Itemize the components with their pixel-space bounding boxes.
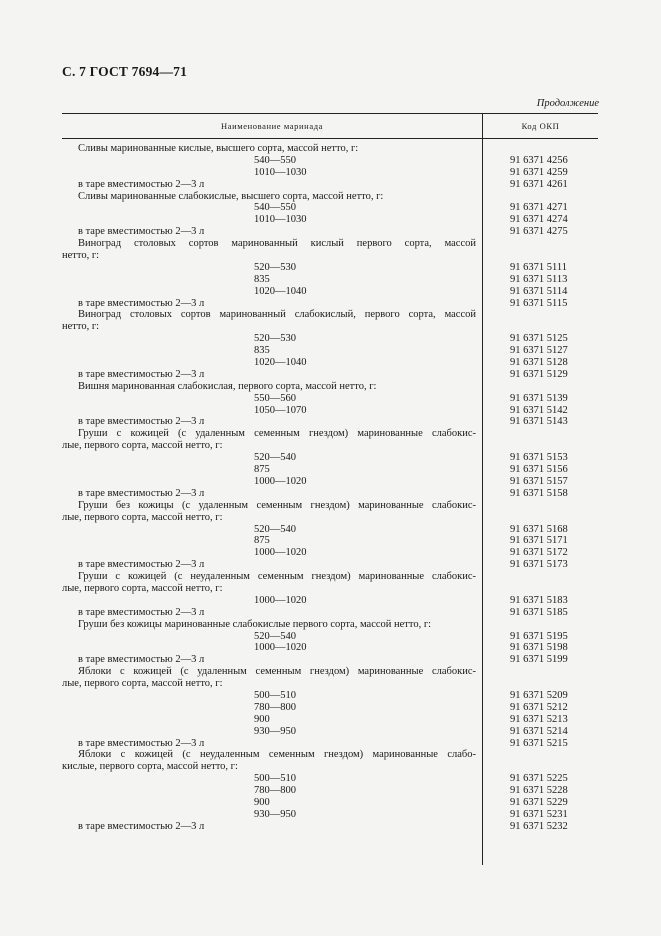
row-okp-code: 91 6371 4275 (510, 226, 568, 238)
table-row (62, 214, 598, 226)
table-row (62, 821, 598, 833)
table-row (62, 250, 598, 262)
table-row (62, 547, 598, 559)
row-okp-code (482, 571, 598, 583)
table-row (62, 286, 598, 298)
row-okp-code: 91 6371 5158 (510, 487, 568, 499)
table-row (62, 202, 598, 214)
row-okp-code (482, 309, 598, 321)
row-description: 520—540 (254, 452, 296, 464)
table-row (62, 595, 598, 607)
row-description: 900 (254, 713, 270, 725)
table-row (62, 631, 598, 643)
table-row (62, 321, 598, 333)
row-okp-code: 91 6371 5156 (510, 464, 568, 476)
table-row (62, 500, 598, 512)
row-description: Груши без кожицы (с удаленным семенным гнездом) маринованные слабокис- (78, 499, 476, 511)
row-okp-code: 91 6371 5115 (510, 297, 568, 309)
row-description: 1020—1040 (254, 285, 307, 297)
table-row (62, 642, 598, 654)
row-okp-code (482, 678, 598, 690)
table-row (62, 226, 598, 238)
row-description: лые, первого сорта, массой нетто, г: (62, 582, 223, 594)
table-row (62, 179, 598, 191)
row-description: в таре вместимостью 2—3 л (78, 820, 205, 832)
page-title: С. 7 ГОСТ 7694—71 (62, 64, 188, 79)
table-row (62, 476, 598, 488)
table-row (62, 357, 598, 369)
column-header-name: Наименование маринада (62, 114, 483, 138)
table-row (62, 167, 598, 179)
row-okp-code (482, 191, 598, 203)
row-description: нетто, г: (62, 250, 100, 262)
table-row (62, 393, 598, 405)
row-description: 1000—1020 (254, 642, 307, 654)
table-row (62, 381, 598, 393)
table-row (62, 690, 598, 702)
row-description: 520—530 (254, 333, 296, 345)
row-okp-code: 91 6371 5171 (510, 535, 568, 547)
row-okp-code: 91 6371 5139 (510, 392, 568, 404)
row-description: Яблоки с кожицей (с удаленным семенным гнездом) маринованные слабокис- (78, 666, 476, 678)
row-description: в таре вместимостью 2—3 л (78, 654, 205, 666)
table-row (62, 524, 598, 536)
row-okp-code: 91 6371 5128 (510, 357, 568, 369)
row-description: Виноград столовых сортов маринованный слабокислый, первого сорта, массой (78, 309, 476, 321)
table-row (62, 416, 598, 428)
column-header-code: Код ОКП (521, 121, 560, 131)
row-description: Груши с кожицей (с неудаленным семенным гнездом) маринованные слабокис- (78, 571, 476, 583)
row-okp-code (482, 512, 598, 524)
table-row (62, 583, 598, 595)
row-okp-code: 91 6371 5173 (510, 559, 568, 571)
table-header (62, 113, 598, 139)
row-okp-code: 91 6371 5228 (510, 785, 568, 797)
row-description: лые, первого сорта, массой нетто, г: (62, 678, 223, 690)
table-row (62, 785, 598, 797)
row-okp-code: 91 6371 5185 (510, 606, 568, 618)
row-okp-code (482, 619, 598, 631)
table-row (62, 298, 598, 310)
table-row (62, 619, 598, 631)
row-description: нетто, г: (62, 321, 100, 333)
row-okp-code (482, 440, 598, 452)
row-description: в таре вместимостью 2—3 л (78, 737, 205, 749)
row-okp-code (482, 583, 598, 595)
row-description: 780—800 (254, 701, 296, 713)
table-row (62, 488, 598, 500)
table-row (62, 512, 598, 524)
row-description: 500—510 (254, 773, 296, 785)
row-description: в таре вместимостью 2—3 л (78, 487, 205, 499)
row-description: 930—950 (254, 808, 296, 820)
row-okp-code (482, 250, 598, 262)
row-okp-code: 91 6371 5183 (510, 594, 568, 606)
row-description: 780—800 (254, 785, 296, 797)
row-description: 1010—1030 (254, 166, 307, 178)
row-description: Груши с кожицей (с удаленным семенным гнездом) маринованные слабокис- (78, 428, 476, 440)
row-okp-code: 91 6371 5142 (510, 404, 568, 416)
row-description: лые, первого сорта, массой нетто, г: (62, 511, 223, 523)
row-okp-code: 91 6371 5111 (510, 261, 567, 273)
row-okp-code (482, 381, 598, 393)
continuation-label: Продолжение (536, 98, 599, 109)
table-row (62, 369, 598, 381)
table-row (62, 773, 598, 785)
table-row (62, 666, 598, 678)
row-description: в таре вместимостью 2—3 л (78, 297, 205, 309)
table-row (62, 440, 598, 452)
row-okp-code (482, 238, 598, 250)
row-okp-code (482, 666, 598, 678)
row-okp-code: 91 6371 5229 (510, 796, 568, 808)
row-okp-code: 91 6371 5195 (510, 630, 568, 642)
table-row (62, 654, 598, 666)
product-code-table (62, 113, 598, 833)
table-row (62, 464, 598, 476)
row-description: 540—550 (254, 202, 296, 214)
row-description: 520—540 (254, 630, 296, 642)
table-row (62, 678, 598, 690)
row-okp-code: 91 6371 5209 (510, 689, 568, 701)
row-okp-code: 91 6371 5127 (510, 345, 568, 357)
row-description: Вишня маринованная слабокислая, первого сорта, массой нетто, г: (78, 380, 377, 392)
row-okp-code (482, 321, 598, 333)
row-okp-code: 91 6371 5232 (510, 820, 568, 832)
row-description: в таре вместимостью 2—3 л (78, 226, 205, 238)
row-okp-code: 91 6371 5153 (510, 452, 568, 464)
row-description: 520—530 (254, 261, 296, 273)
row-description: в таре вместимостью 2—3 л (78, 606, 205, 618)
row-description: лые, первого сорта, массой нетто, г: (62, 440, 223, 452)
row-okp-code: 91 6371 5143 (510, 416, 568, 428)
row-description: 550—560 (254, 392, 296, 404)
table-row (62, 809, 598, 821)
row-okp-code: 91 6371 4271 (510, 202, 568, 214)
row-okp-code (482, 749, 598, 761)
row-okp-code: 91 6371 4259 (510, 166, 568, 178)
row-okp-code: 91 6371 5214 (510, 725, 568, 737)
row-okp-code: 91 6371 5215 (510, 737, 568, 749)
row-okp-code (482, 428, 598, 440)
table-row (62, 714, 598, 726)
row-description: 835 (254, 345, 270, 357)
table-row (62, 571, 598, 583)
row-okp-code (482, 500, 598, 512)
row-okp-code (482, 143, 598, 155)
table-row (62, 797, 598, 809)
table-row (62, 191, 598, 203)
row-okp-code: 91 6371 5113 (510, 273, 568, 285)
row-description: 540—550 (254, 154, 296, 166)
row-description: Яблоки с кожицей (с неудаленным семенным гнездом) маринованные слабо- (78, 749, 476, 761)
row-description: 1000—1020 (254, 594, 307, 606)
table-row (62, 274, 598, 286)
row-description: в таре вместимостью 2—3 л (78, 416, 205, 428)
table-row (62, 749, 598, 761)
row-okp-code: 91 6371 5157 (510, 475, 568, 487)
table-row (62, 309, 598, 321)
row-description: 1000—1020 (254, 475, 307, 487)
table-row (62, 738, 598, 750)
column-divider (482, 139, 483, 865)
row-description: 520—540 (254, 523, 296, 535)
row-description: кислые, первого сорта, массой нетто, г: (62, 761, 238, 773)
table-row (62, 345, 598, 357)
row-okp-code: 91 6371 5213 (510, 713, 568, 725)
row-description: 1010—1030 (254, 214, 307, 226)
row-description: 930—950 (254, 725, 296, 737)
row-okp-code: 91 6371 5172 (510, 547, 568, 559)
row-okp-code: 91 6371 4274 (510, 214, 568, 226)
row-okp-code (482, 761, 598, 773)
row-description: 1050—1070 (254, 404, 307, 416)
row-okp-code: 91 6371 5129 (510, 368, 568, 380)
row-description: в таре вместимостью 2—3 л (78, 178, 205, 190)
row-description: в таре вместимостью 2—3 л (78, 368, 205, 380)
table-row (62, 155, 598, 167)
row-description: 835 (254, 273, 270, 285)
row-okp-code: 91 6371 4256 (510, 154, 568, 166)
row-okp-code: 91 6371 5225 (510, 773, 568, 785)
row-okp-code: 91 6371 5114 (510, 285, 568, 297)
row-okp-code: 91 6371 5231 (510, 808, 568, 820)
table-body (62, 139, 598, 833)
row-okp-code: 91 6371 5125 (510, 333, 568, 345)
row-okp-code: 91 6371 5198 (510, 642, 568, 654)
row-description: Сливы маринованные кислые, высшего сорта, массой нетто, г: (78, 143, 359, 154)
table-row (62, 452, 598, 464)
row-description: Сливы маринованные слабокислые, высшего сорта, массой нетто, г: (78, 190, 384, 202)
table-row (62, 702, 598, 714)
table-row (62, 559, 598, 571)
table-row (62, 428, 598, 440)
row-okp-code: 91 6371 4261 (510, 178, 568, 190)
table-row (62, 607, 598, 619)
row-description: в таре вместимостью 2—3 л (78, 559, 205, 571)
row-description: 900 (254, 796, 270, 808)
row-description: Груши без кожицы маринованные слабокислые первого сорта, массой нетто, г: (78, 618, 432, 630)
row-description: 875 (254, 535, 270, 547)
row-description: 500—510 (254, 689, 296, 701)
table-row (62, 761, 598, 773)
table-row (62, 262, 598, 274)
row-description: 1000—1020 (254, 547, 307, 559)
row-okp-code: 91 6371 5212 (510, 701, 568, 713)
table-row (62, 535, 598, 547)
row-okp-code: 91 6371 5199 (510, 654, 568, 666)
table-row (62, 405, 598, 417)
table-row (62, 726, 598, 738)
table-row (62, 333, 598, 345)
row-description: 1020—1040 (254, 357, 307, 369)
table-row (62, 238, 598, 250)
row-okp-code: 91 6371 5168 (510, 523, 568, 535)
row-description: Виноград столовых сортов маринованный кислый первого сорта, массой (78, 238, 476, 250)
table-row (62, 143, 598, 155)
row-description: 875 (254, 464, 270, 476)
